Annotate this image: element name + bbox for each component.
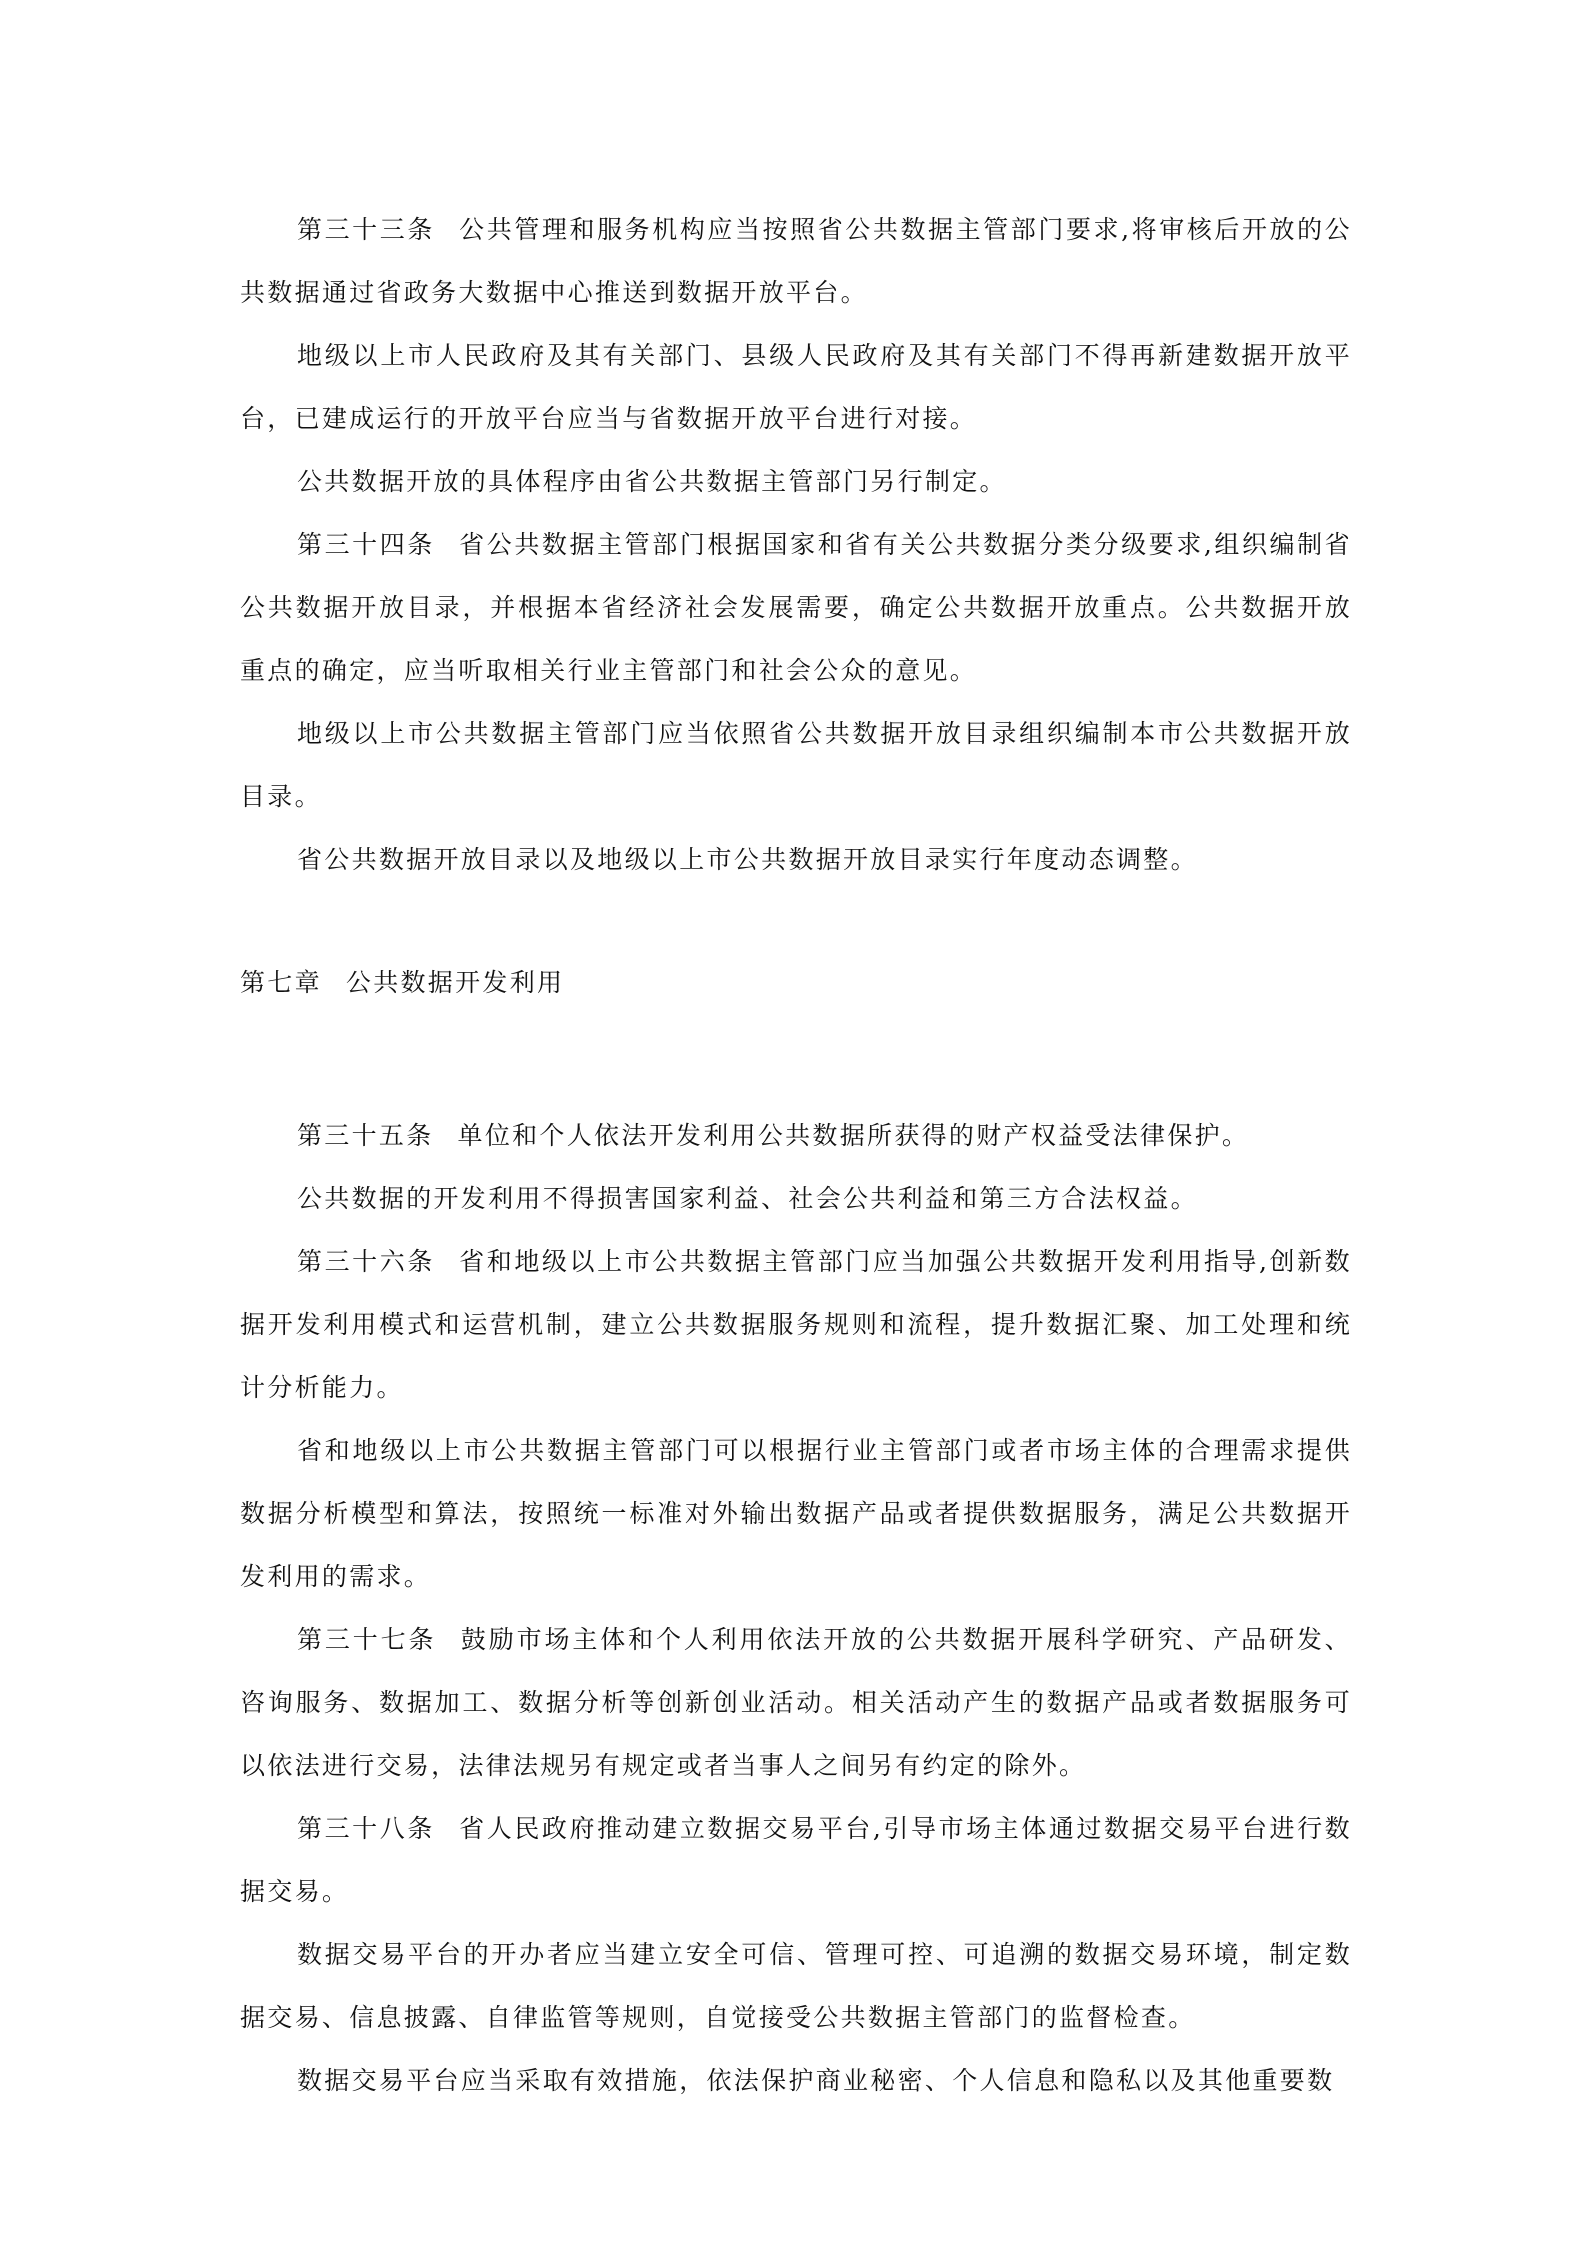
paragraph-text: 数据交易平台的开办者应当建立安全可信、管理可控、可追溯的数据交易环境，制定数据交易、信息披露、自律监管等规则，自觉接受公共数据主管部门的监督检查。 [240, 1940, 1352, 2032]
article-number: 第三十六条 [297, 1247, 435, 1276]
paragraph-article-37 [240, 1608, 1352, 1797]
article-number: 第三十五条 [297, 1121, 434, 1150]
chapter-title: 公共数据开发利用 [345, 968, 565, 997]
paragraph-text: 地级以上市公共数据主管部门应当依照省公共数据开放目录组织编制本市公共数据开放目录。 [240, 719, 1352, 811]
paragraph-text: 省人民政府推动建立数据交易平台,引导市场主体通过数据交易平台进行数据交易。 [240, 1814, 1352, 1906]
chapter-heading [240, 951, 1352, 1014]
paragraph-article-34 [240, 513, 1352, 702]
paragraph [240, 828, 1352, 891]
paragraph-text: 省公共数据主管部门根据国家和省有关公共数据分类分级要求,组织编制省公共数据开放目录，并根据本省经济社会发展需要，确定公共数据开放重点。公共数据开放重点的确定，应当听取相关行业主管部门和社会公众的意见。 [240, 530, 1352, 685]
paragraph [240, 324, 1352, 450]
paragraph [240, 2049, 1352, 2112]
paragraph-article-36 [240, 1230, 1352, 1419]
paragraph [240, 450, 1352, 513]
paragraph-text: 省公共数据开放目录以及地级以上市公共数据开放目录实行年度动态调整。 [297, 845, 1198, 874]
paragraph-text: 省和地级以上市公共数据主管部门可以根据行业主管部门或者市场主体的合理需求提供数据分析模型和算法，按照统一标准对外输出数据产品或者提供数据服务，满足公共数据开发利用的需求。 [240, 1436, 1352, 1591]
article-number: 第三十四条 [297, 530, 435, 559]
article-number: 第三十三条 [297, 215, 435, 244]
chapter-number: 第七章 [240, 968, 322, 997]
paragraph-article-38 [240, 1797, 1352, 1923]
paragraph-text: 单位和个人依法开发利用公共数据所获得的财产权益受法律保护。 [457, 1121, 1250, 1150]
paragraph-article-33 [240, 198, 1352, 324]
paragraph [240, 702, 1352, 828]
paragraph-text: 公共数据开放的具体程序由省公共数据主管部门另行制定。 [297, 467, 1007, 496]
paragraph-text: 公共管理和服务机构应当按照省公共数据主管部门要求,将审核后开放的公共数据通过省政务大数据中心推送到数据开放平台。 [240, 215, 1352, 307]
paragraph-text: 鼓励市场主体和个人利用依法开放的公共数据开展科学研究、产品研发、咨询服务、数据加工、数据分析等创新创业活动。相关活动产生的数据产品或者数据服务可以依法进行交易，法律法规另有规定或者当事人之间另有约定的除外。 [240, 1625, 1352, 1780]
paragraph-text: 公共数据的开发利用不得损害国家利益、社会公共利益和第三方合法权益。 [297, 1184, 1198, 1213]
paragraph [240, 1167, 1352, 1230]
article-number: 第三十七条 [297, 1625, 437, 1654]
paragraph-text: 地级以上市人民政府及其有关部门、县级人民政府及其有关部门不得再新建数据开放平台，已建成运行的开放平台应当与省数据开放平台进行对接。 [240, 341, 1352, 433]
paragraph [240, 1419, 1352, 1608]
document-page [240, 198, 1352, 2112]
paragraph-text: 省和地级以上市公共数据主管部门应当加强公共数据开发利用指导,创新数据开发利用模式和运营机制，建立公共数据服务规则和流程，提升数据汇聚、加工处理和统计分析能力。 [240, 1247, 1352, 1402]
paragraph [240, 1923, 1352, 2049]
article-number: 第三十八条 [297, 1814, 435, 1843]
paragraph-article-35 [240, 1104, 1352, 1167]
paragraph-text: 数据交易平台应当采取有效措施，依法保护商业秘密、个人信息和隐私以及其他重要数 [297, 2066, 1335, 2095]
